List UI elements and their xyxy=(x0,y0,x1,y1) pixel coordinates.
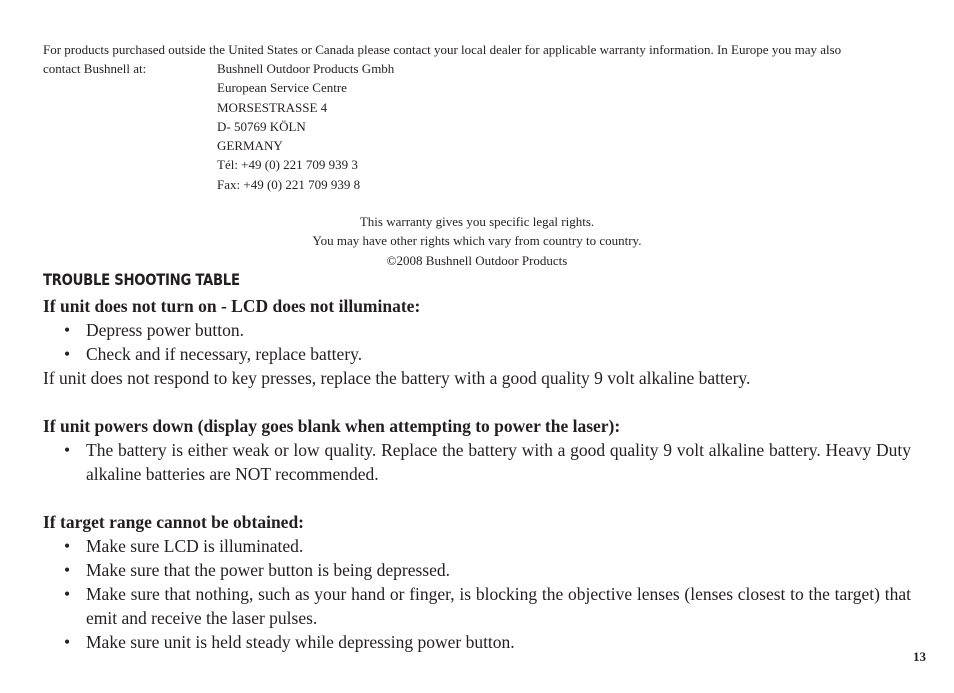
bullet: • xyxy=(64,344,71,364)
section-note: If unit does not respond to key presses, replace the battery with a good quality 9 volt alkaline battery. xyxy=(43,368,751,388)
bullet: • xyxy=(64,536,71,556)
list-item xyxy=(43,318,911,342)
section-heading: If target range cannot be obtained: xyxy=(43,512,305,532)
address-line: GERMANY xyxy=(217,138,283,154)
legal-notice xyxy=(43,212,911,270)
list-item-text: Make sure unit is held steady while depressing power button. xyxy=(86,632,515,652)
list-item xyxy=(43,342,911,366)
list-item xyxy=(43,630,911,654)
list-item-text: Make sure that the power button is being depressed. xyxy=(86,560,451,580)
address-line: Tél: +49 (0) 221 709 939 3 xyxy=(217,157,358,173)
troubleshooting-body xyxy=(43,294,911,654)
bullet: • xyxy=(64,560,71,580)
list-item-text: Check and if necessary, replace battery. xyxy=(86,344,363,364)
list-item xyxy=(43,534,911,558)
address-line: European Service Centre xyxy=(217,80,347,96)
notice-line: ©2008 Bushnell Outdoor Products xyxy=(386,252,568,268)
contact-label: contact Bushnell at: xyxy=(43,61,147,76)
spacer xyxy=(43,486,911,510)
list-item-text: The battery is either weak or low quality. Replace the battery with a good quality 9 volt alkaline battery. Heavy Duty alkaline batteries are NOT recommended. xyxy=(86,440,911,484)
notice-line: This warranty gives you specific legal rights. xyxy=(359,214,595,229)
warranty-intro: For products purchased outside the United States or Canada please contact your local dealer for applicable warranty information. In Europe you may also xyxy=(43,42,842,57)
address-line: Fax: +49 (0) 221 709 939 8 xyxy=(217,176,361,192)
bullet: • xyxy=(64,440,71,460)
address-line: D- 50769 KÖLN xyxy=(217,118,306,134)
page-number: 13 xyxy=(913,649,926,664)
spacer xyxy=(43,390,911,414)
list-item xyxy=(43,582,911,630)
section-heading: If unit does not turn on - LCD does not illuminate: xyxy=(43,296,421,316)
list-item-text: Make sure that nothing, such as your hand or finger, is blocking the objective lenses (lenses closest to the target) that emit and receive the laser pulses. xyxy=(86,584,911,628)
bullet: • xyxy=(64,632,71,652)
address-line: Bushnell Outdoor Products Gmbh xyxy=(217,61,395,76)
list-item-text: Make sure LCD is illuminated. xyxy=(86,536,304,556)
list-item xyxy=(43,438,911,486)
section-title: TROUBLE SHOOTING TABLE xyxy=(43,270,240,289)
address-line: MORSESTRASSE 4 xyxy=(217,99,328,115)
list-item-text: Depress power button. xyxy=(86,320,244,340)
list-item xyxy=(43,558,911,582)
bullet: • xyxy=(64,584,71,604)
contact-address xyxy=(217,59,394,194)
notice-line: You may have other rights which vary from country to country. xyxy=(312,233,642,249)
section-heading: If unit powers down (display goes blank when attempting to power the laser): xyxy=(43,416,621,436)
bullet: • xyxy=(64,320,71,340)
